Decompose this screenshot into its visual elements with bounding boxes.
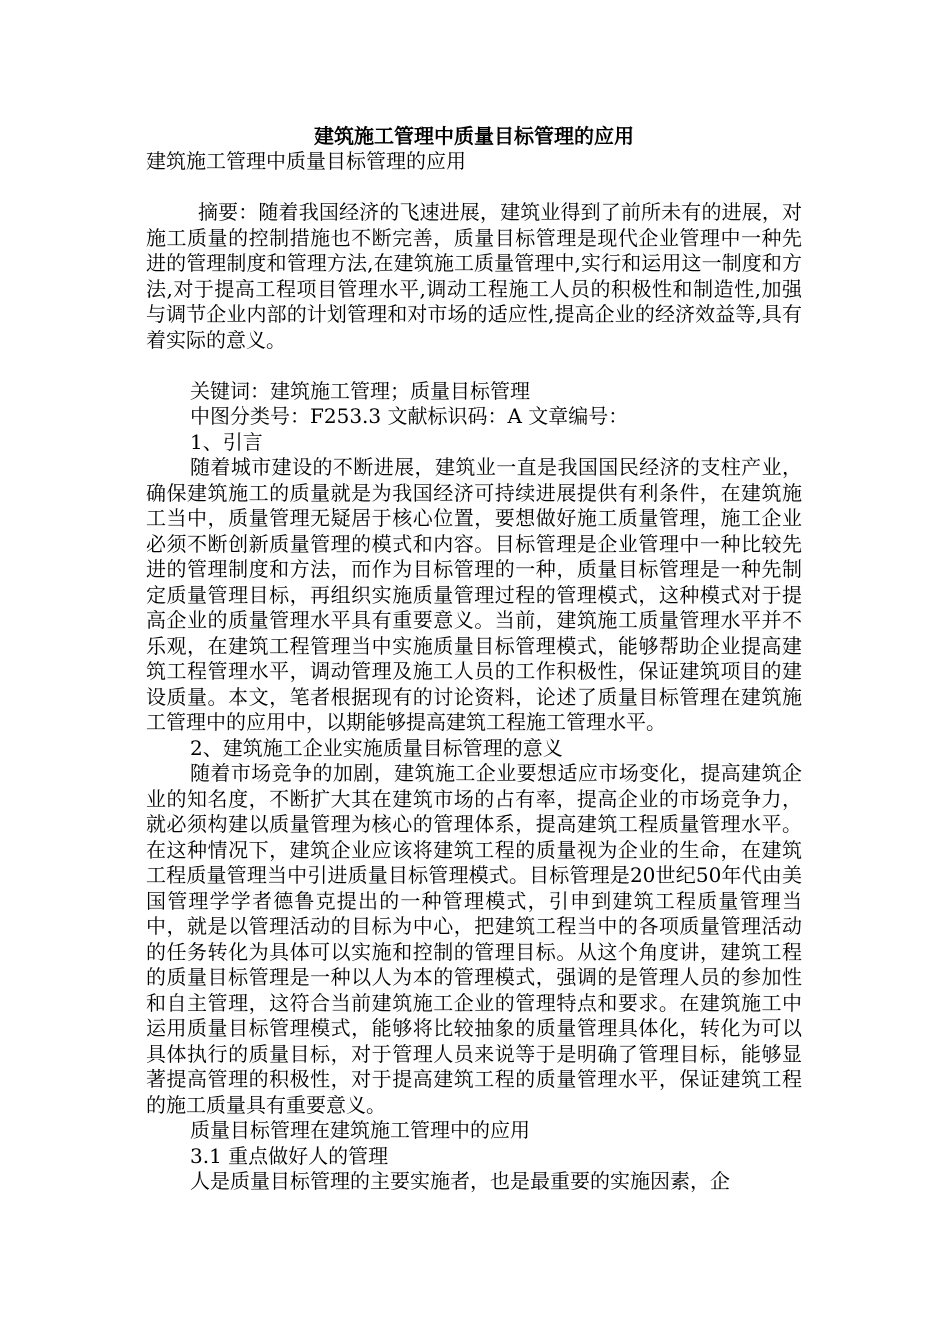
blank-line	[146, 175, 802, 201]
document-title: 建筑施工管理中质量目标管理的应用	[314, 124, 634, 148]
abstract-paragraph: 摘要：随着我国经济的飞速进展，建筑业得到了前所未有的进展，对施工质量的控制措施也不断完善，质量目标管理是现代企业管理中一种先进的管理制度和管理方法,在建筑施工质量管理中,实行和运用这一制度和方法,对于提高工程项目管理水平,调动工程施工人员的积极性和制造性,加强与调节企业内部的计划管理和对市场的适应性,提高企业的经济效益等,具有着实际的意义。	[146, 200, 802, 352]
document-subtitle: 建筑施工管理中质量目标管理的应用	[146, 149, 466, 173]
keywords-line: 关键词：建筑施工管理；质量目标管理	[190, 378, 530, 403]
section-2-body: 随着市场竞争的加剧，建筑施工企业要想适应市场变化，提高建筑企业的知名度，不断扩大其在建筑市场的占有率，提高企业的市场竞争力，就必须构建以质量管理为核心的管理体系，提高建筑工程质量管理水平。在这种情况下，建筑企业应该将建筑工程的质量视为企业的生命，在建筑工程质量管理当中引进质量目标管理模式。目标管理是20世纪50年代由美国管理学学者德鲁克提出的一种管理模式，引申到建筑工程质量管理当中，就是以管理活动的目标为中心，把建筑工程当中的各项质量管理活动的任务转化为具体可以实施和控制的管理目标。从这个角度讲，建筑工程的质量目标管理是一种以人为本的管理模式，强调的是管理人员的参加性和自主管理，这符合当前建筑施工企业的管理特点和要求。在建筑施工中运用质量目标管理模式，能够将比较抽象的质量管理具体化，转化为可以具体执行的质量目标，对于管理人员来说等于是明确了管理目标，能够显著提高管理的积极性，对于提高建筑工程的质量管理水平，保证建筑工程的施工质量具有重要意义。	[146, 761, 802, 1117]
section-3-heading: 质量目标管理在建筑施工管理中的应用	[190, 1118, 530, 1142]
section-1-heading: 1、引言	[190, 429, 263, 454]
section-3-1-heading: 3.1 重点做好人的管理	[190, 1143, 389, 1168]
section-2-heading: 2、建筑施工企业实施质量目标管理的意义	[190, 735, 563, 760]
blank-line	[146, 353, 802, 379]
classification-line: 中图分类号：F253.3 文献标识码：A 文章编号：	[190, 404, 629, 428]
document-page	[146, 124, 802, 1195]
section-1-body: 随着城市建设的不断进展，建筑业一直是我国国民经济的支柱产业，确保建筑施工的质量就是为我国经济可持续进展提供有利条件，在建筑施工当中，质量管理无疑居于核心位置，要想做好施工质量管理，施工企业必须不断创新质量管理的模式和内容。目标管理是企业管理中一种比较先进的管理制度和方法，而作为目标管理的一种，质量目标管理是一种先制定质量管理目标，再组织实施质量管理过程的管理模式，这种模式对于提高企业的质量管理水平具有重要意义。当前，建筑施工质量管理水平并不乐观，在建筑工程管理当中实施质量目标管理模式，能够帮助企业提高建筑工程管理水平，调动管理及施工人员的工作积极性，保证建筑项目的建设质量。本文，笔者根据现有的讨论资料，论述了质量目标管理在建筑施工管理中的应用中，以期能够提高建筑工程施工管理水平。	[146, 455, 802, 734]
section-3-1-body: 人是质量目标管理的主要实施者，也是最重要的实施因素，企	[190, 1169, 730, 1193]
